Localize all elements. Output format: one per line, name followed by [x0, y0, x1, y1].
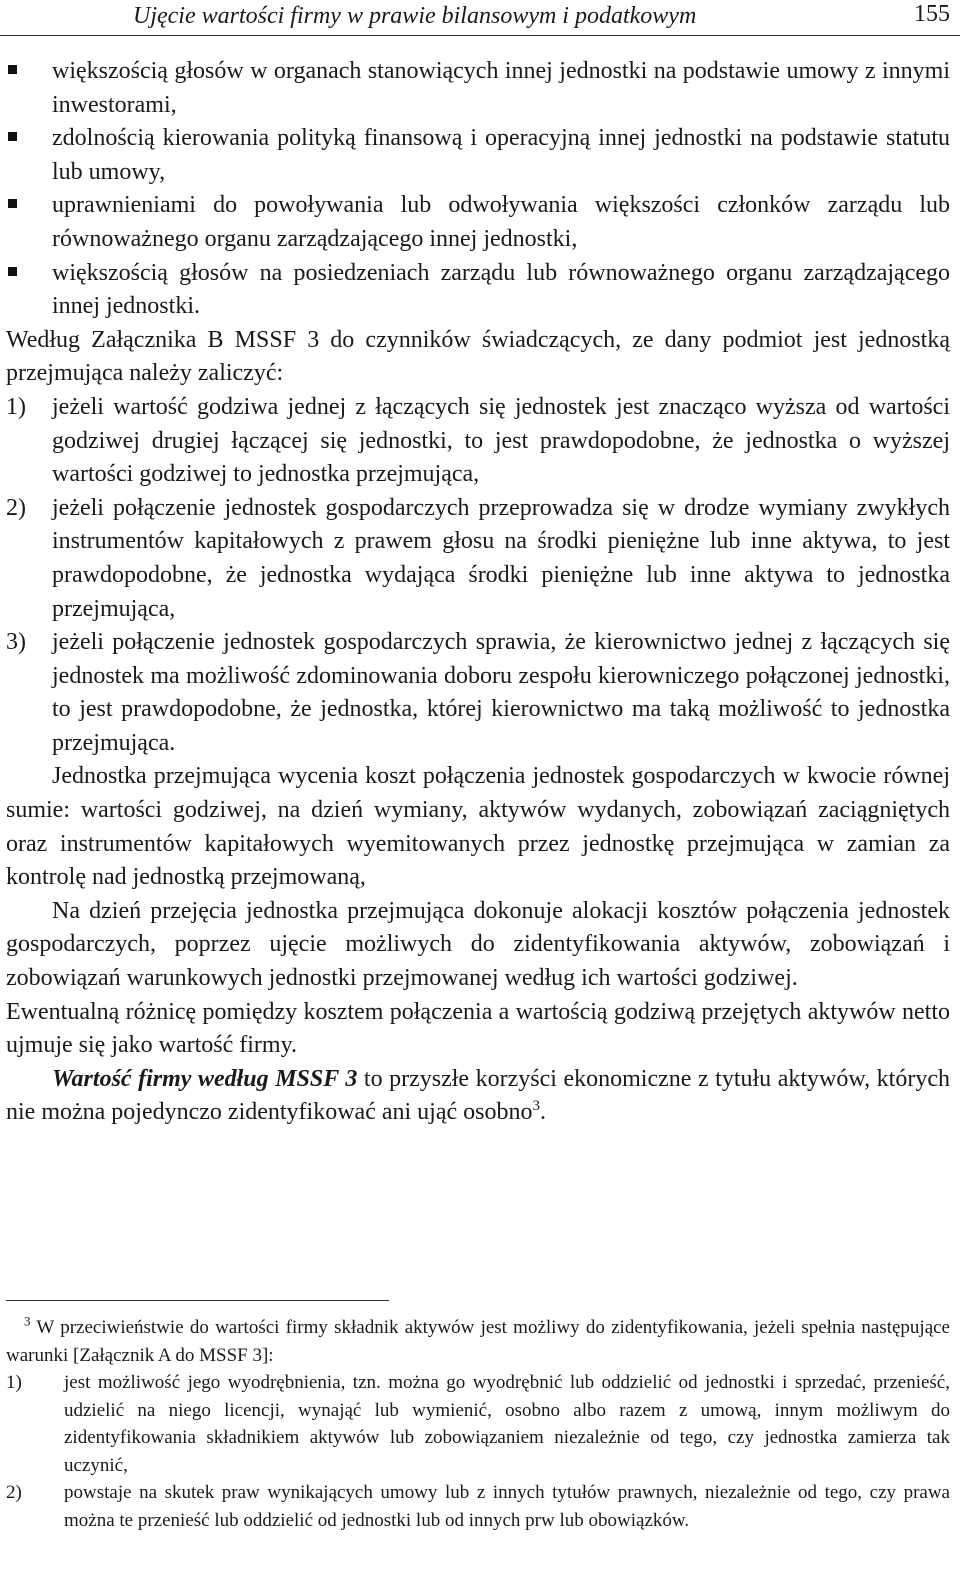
allocation-paragraph: Na dzień przejęcia jednostka przejmująca dokonuje alokacji kosztów połączenia jednostek gospodarczych, poprzez ujęcie możliwych do zidentyfikowania aktywów, zobowiązań i zobowiązań warunkowych jednostki przejmowanej według ich wartości godziwej.	[6, 897, 950, 992]
square-bullet-icon	[8, 132, 17, 141]
numbered-item: 2) jeżeli połączenie jednostek gospodarczych przeprowadza się w drodze wymiany zwykłych instrumentów kapitałowych z prawem głosu na środki pieniężne lub inne aktywa, to jest prawdopodobne, że jednostka wydająca środki pieniężne lub inne aktywa to jednostka przejmująca,	[6, 492, 950, 626]
intro-paragraph: Według Załącznika B MSSF 3 do czynników świadczących, ze dany podmiot jest jednostką przejmująca należy zaliczyć:	[6, 326, 950, 387]
numbered-item: 1) jeżeli wartość godziwa jednej z łączących się jednostek jest znacząco wyższa od wartości godziwej drugiej łączącej się jednostki, to jest prawdopodobne, że jednostka o wyższej wartości godziwej to jednostka przejmująca,	[6, 391, 950, 492]
difference-paragraph: Ewentualną różnicę pomiędzy kosztem połączenia a wartością godziwą przejętych aktywów netto ujmuje się jako wartość firmy.	[6, 998, 950, 1059]
footnote-mark: 3	[24, 1313, 31, 1329]
page-header	[0, 0, 960, 36]
goodwill-emphasis: Wartość firmy według MSSF 3	[52, 1065, 358, 1092]
bullet-item: większością głosów w organach stanowiących innej jednostki na podstawie umowy z innymi inwestorami,	[6, 55, 950, 122]
numbered-item: 3) jeżeli połączenie jednostek gospodarczych sprawia, że kierownictwo jednej z łączących się jednostek ma możliwość zdominowania doboru zespołu kierowniczego połączonej jednostki, to jest prawdopodobne, że jednostka, której kierownictwo ma taką możliwość to jednostka przejmująca.	[6, 626, 950, 760]
square-bullet-icon	[8, 65, 17, 74]
header-rule	[0, 35, 960, 36]
numbered-list	[6, 391, 950, 761]
running-title: Ujęcie wartości firmy w prawie bilansowym i podatkowym	[133, 3, 697, 29]
bullet-item: uprawnieniami do powoływania lub odwoływania większości członków zarządu lub równoważnego organu zarządzającego innej jednostki,	[6, 189, 950, 256]
item-number: 2)	[6, 494, 26, 521]
footnote-reference[interactable]: 3	[532, 1098, 540, 1115]
footnote-intro: $^3$ W przeciwieństwie do wartości firmy składnik aktywów jest możliwy do zidentyfikowania, jeżeli spełnia następujące warunki [Załącznik A do MSSF 3]:	[6, 1313, 950, 1366]
item-number: 1)	[6, 1372, 22, 1393]
cost-paragraph: Jednostka przejmująca wycenia koszt połączenia jednostek gospodarczych w kwocie równej sumie: wartości godziwej, na dzień wymiany, aktywów wydanych, zobowiązań zaciągniętych oraz instrumentów kapitałowych wyemitowanych przez jednostkę przejmująca w zamian za kontrolę nad jednostką przejmowaną,	[6, 763, 950, 891]
item-number: 3)	[6, 629, 26, 656]
bullet-item: większością głosów na posiedzeniach zarządu lub równoważnego organu zarządzającego innej jednostki.	[6, 257, 950, 324]
footnote-separator	[6, 1300, 389, 1301]
bullet-item: zdolnością kierowania polityką finansową i operacyjną innej jednostki na podstawie statutu lub umowy,	[6, 122, 950, 189]
page-number: 155	[914, 1, 950, 27]
item-number: 2)	[6, 1482, 22, 1503]
square-bullet-icon	[8, 199, 17, 208]
footnote-item: 2) powstaje na skutek praw wynikających umowy lub z innych tytułów prawnych, niezależnie od tego, czy prawa można te przenieść lub oddzielić od jednostki lub od innych prw lub obowiązków.	[6, 1479, 950, 1534]
item-number: 1)	[6, 393, 26, 420]
footnote-item: 1) jest możliwość jego wyodrębnienia, tzn. można go wyodrębnić lub oddzielić od jednostki i sprzedać, przenieść, udzielić na niego licencji, wynająć lub wymienić, osobno albo razem z umową, innym możliwym do zidentyfikowania składnikiem aktywów lub zobowiązaniem niezależnie od tego, czy jednostka zamierza tak uczynić,	[6, 1369, 950, 1479]
square-bullet-icon	[8, 267, 17, 276]
bullet-list	[6, 55, 950, 324]
footnote	[6, 1314, 950, 1534]
goodwill-paragraph: Wartość firmy według MSSF 3 to przyszłe korzyści ekonomiczne z tytułu aktywów, których nie można pojedynczo zidentyfikować ani ująć osobno$^3$.	[6, 1065, 950, 1126]
main-text	[6, 55, 950, 1130]
footnote-list	[6, 1369, 950, 1534]
